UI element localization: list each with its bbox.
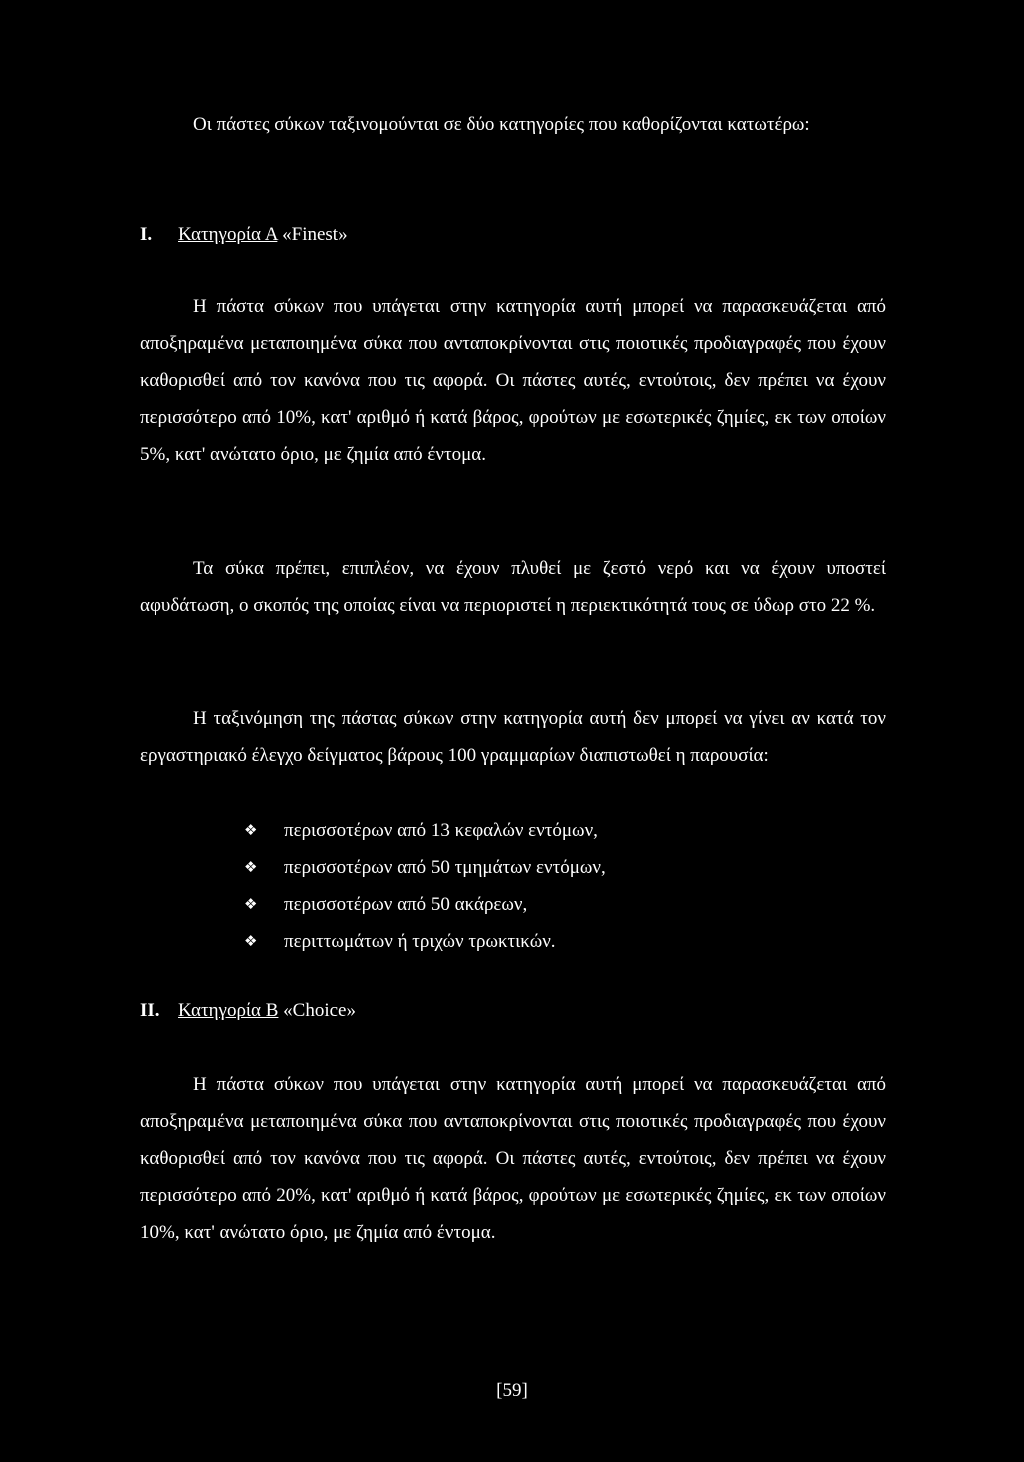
intro-paragraph: Οι πάστες σύκων ταξινομούνται σε δύο κατηγορίες που καθορίζονται κατωτέρω: [193,114,810,135]
list-item [244,886,606,923]
category-b-name: «Choice» [283,1000,356,1021]
list-item-text: περισσοτέρων από 50 ακάρεων, [284,894,528,915]
category-b-label: Κατηγορία Β [178,1000,279,1021]
category-a-paragraph-3: Η ταξινόμηση της πάστας σύκων στην κατηγορία αυτή δεν μπορεί να γίνει αν κατά τον εργαστηριακό έλεγχο δείγματος βάρους 100 γραμμαρίων διαπιστωθεί η παρουσία: [140,708,886,766]
category-b-number: II. [140,1000,160,1021]
category-a-heading [140,220,886,250]
category-a-label: Κατηγορία Α [178,224,278,245]
category-a-number: I. [140,224,153,245]
list-item-text: περισσοτέρων από 13 κεφαλών εντόμων, [284,820,598,841]
category-b-paragraph-1: Η πάστα σύκων που υπάγεται στην κατηγορία αυτή μπορεί να παρασκευάζεται από αποξηραμένα μεταποιημένα σύκα που ανταποκρίνονται στις ποιοτικές προδιαγραφές που έχουν καθορισθεί από τον κανόνα που τις αφορά. Οι πάστες αυτές, εντούτοις, δεν πρέπει να έχουν περισσότερο από 20%, κατ' αριθμό ή κατά βάρος, φρούτων με εσωτερικές ζημίες, εκ των οποίων 10%, κατ' ανώτατο όριο, με ζημία από έντομα. [140,1074,886,1243]
page-number: [59] [496,1380,528,1401]
list-item [244,849,606,886]
four-diamond-bullet-icon: ❖ [244,895,258,913]
four-diamond-bullet-icon: ❖ [244,858,258,876]
category-b-heading [140,996,886,1026]
list-item-text: περισσοτέρων από 50 τμημάτων εντόμων, [284,857,606,878]
list-item [244,923,606,960]
category-a-name: «Finest» [282,224,348,245]
four-diamond-bullet-icon: ❖ [244,821,258,839]
list-item-text: περιττωμάτων ή τριχών τρωκτικών. [284,931,556,952]
category-a-paragraph-1: Η πάστα σύκων που υπάγεται στην κατηγορία αυτή μπορεί να παρασκευάζεται από αποξηραμένα μεταποιημένα σύκα που ανταποκρίνονται στις ποιοτικές προδιαγραφές που έχουν καθορισθεί από τον κανόνα που τις αφορά. Οι πάστες αυτές, εντούτοις, δεν πρέπει να έχουν περισσότερο από 10%, κατ' αριθμό ή κατά βάρος, φρούτων με εσωτερικές ζημίες, εκ των οποίων 5%, κατ' ανώτατο όριο, με ζημία από έντομα. [140,296,886,465]
four-diamond-bullet-icon: ❖ [244,932,258,950]
category-a-paragraph-2: Τα σύκα πρέπει, επιπλέον, να έχουν πλυθεί με ζεστό νερό και να έχουν υποστεί αφυδάτωση, ο σκοπός της οποίας είναι να περιοριστεί η περιεκτικότητά τους σε ύδωρ στο 22 %. [140,558,886,616]
list-item [244,812,606,849]
contaminant-list [244,812,606,960]
